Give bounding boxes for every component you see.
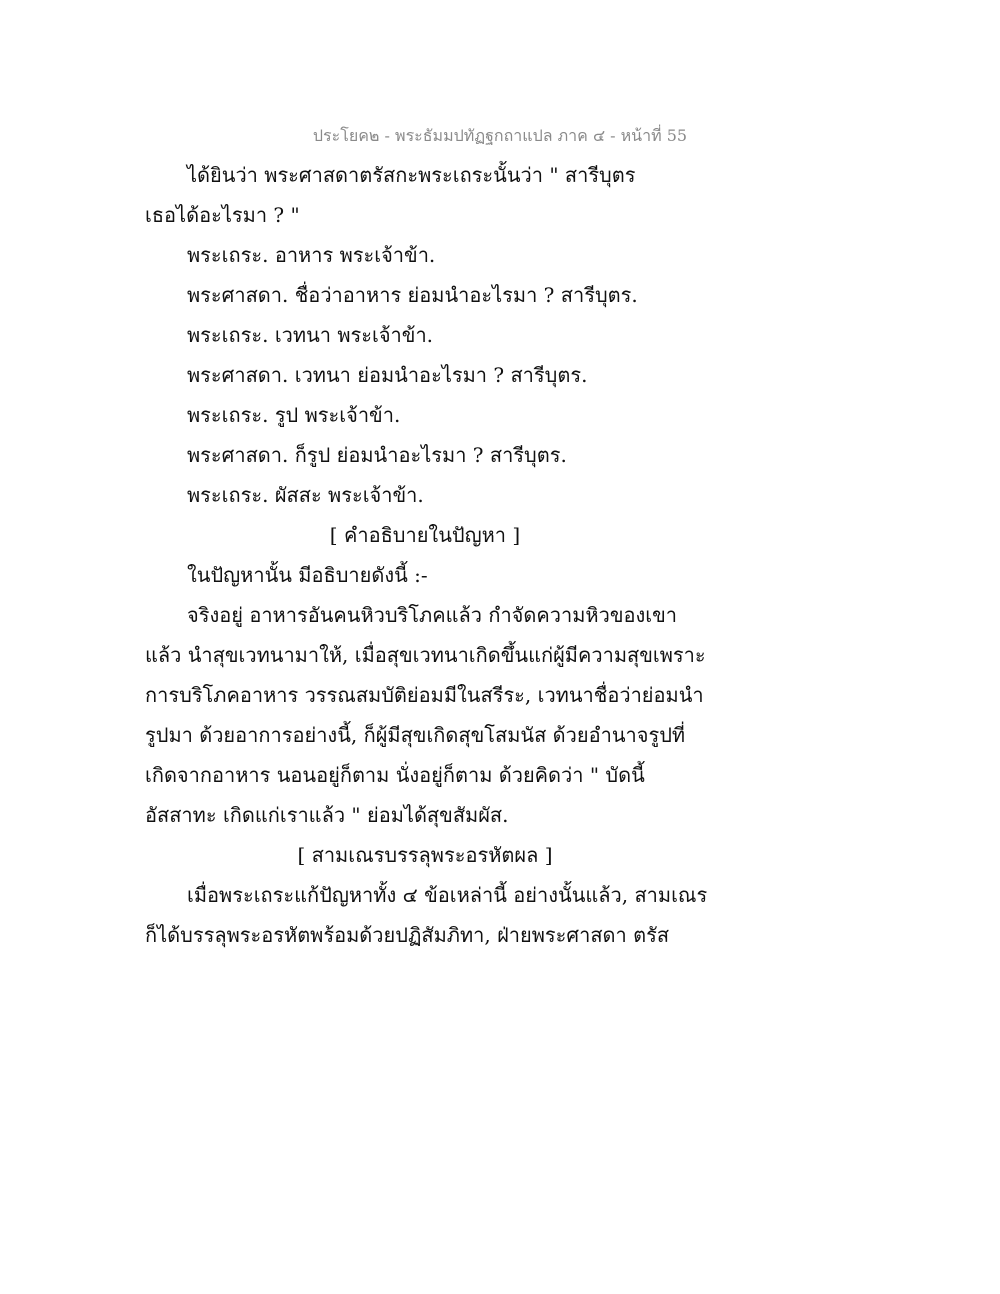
text-line: เกิดจากอาหาร นอนอยู่ก็ตาม นั่งอยู่ก็ตาม ด้วยคิดว่า " บัดนี้ <box>145 763 645 787</box>
text-line: พระเถระ. เวทนา พระเจ้าข้า. <box>187 323 434 347</box>
text-line: พระศาสดา. ชื่อว่าอาหาร ย่อมนำอะไรมา ? สารีบุตร. <box>187 283 638 307</box>
page-header-text: ประโยค๒ - พระธัมมปทัฏฐกถาแปล ภาค ๔ - หน้าที่ 55 <box>312 126 688 145</box>
text-line: อัสสาทะ เกิดแก่เราแล้ว " ย่อมได้สุขสัมผัส. <box>145 803 509 827</box>
text-line: เธอได้อะไรมา ? " <box>145 203 300 227</box>
section-heading: [ สามเณรบรรลุพระอรหัตผล ] <box>297 843 553 867</box>
text-line: แล้ว นำสุขเวทนามาให้, เมื่อสุขเวทนาเกิดขึ้นแก่ผู้มีความสุขเพราะ <box>145 643 706 667</box>
page-header <box>0 124 1000 149</box>
text-line: ได้ยินว่า พระศาสดาตรัสกะพระเถระนั้นว่า " สารีบุตร <box>187 163 636 187</box>
text-line: ในปัญหานั้น มีอธิบายดังนี้ :- <box>187 563 428 587</box>
text-line: จริงอยู่ อาหารอันคนหิวบริโภคแล้ว กำจัดความหิวของเขา <box>187 603 678 627</box>
body-text <box>145 155 708 955</box>
text-line: พระเถระ. อาหาร พระเจ้าข้า. <box>187 243 436 267</box>
text-line: พระศาสดา. เวทนา ย่อมนำอะไรมา ? สารีบุตร. <box>187 363 588 387</box>
text-line: เมื่อพระเถระแก้ปัญหาทั้ง ๔ ข้อเหล่านี้ อย่างนั้นแล้ว, สามเณร <box>187 883 708 907</box>
text-line: รูปมา ด้วยอาการอย่างนี้, ก็ผู้มีสุขเกิดสุขโสมนัส ด้วยอำนาจรูปที่ <box>145 723 686 747</box>
text-line: การบริโภคอาหาร วรรณสมบัติย่อมมีในสรีระ, เวทนาชื่อว่าย่อมนำ <box>145 683 704 707</box>
section-heading: [ คำอธิบายในปัญหา ] <box>329 523 521 547</box>
text-line: พระศาสดา. ก็รูป ย่อมนำอะไรมา ? สารีบุตร. <box>187 443 567 467</box>
text-line: ก็ได้บรรลุพระอรหัตพร้อมด้วยปฏิสัมภิทา, ฝ่ายพระศาสดา ตรัส <box>145 923 670 947</box>
text-line: พระเถระ. รูป พระเจ้าข้า. <box>187 403 401 427</box>
text-line: พระเถระ. ผัสสะ พระเจ้าข้า. <box>187 483 424 507</box>
